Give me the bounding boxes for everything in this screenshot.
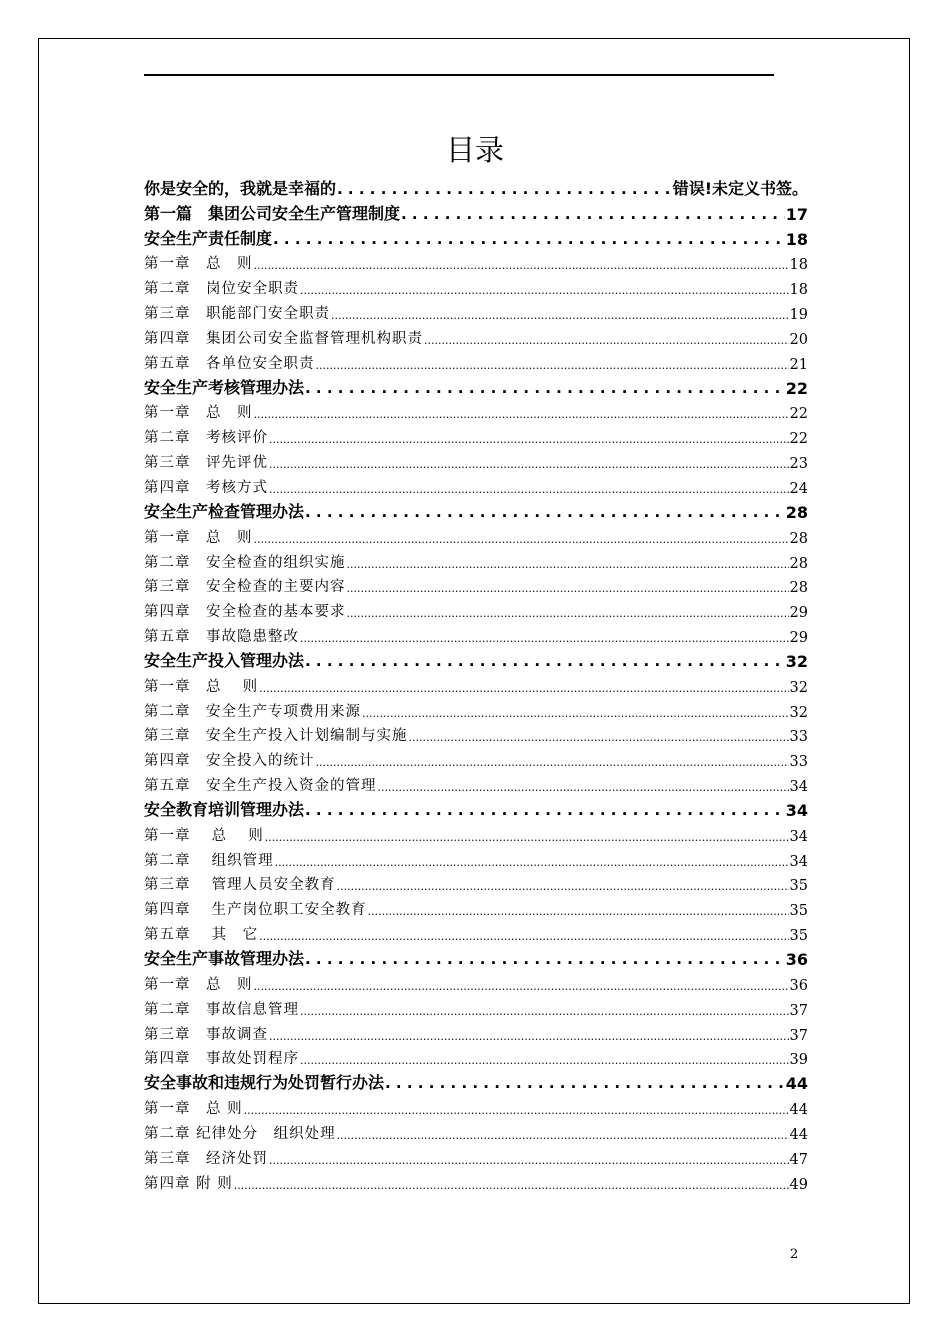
toc-page-number: 33 [789, 729, 808, 746]
toc-dot-leader [347, 554, 789, 572]
toc-page-number: 28 [789, 555, 808, 572]
toc-page-number: 32 [789, 679, 808, 696]
toc-page-number: 24 [789, 480, 808, 497]
toc-entry-title: 第二章 考核评价 [144, 430, 268, 447]
toc-dot-leader [337, 876, 789, 894]
toc-page-number: 22 [789, 431, 808, 448]
toc-section-entry[interactable] [144, 795, 808, 820]
toc-entry-title: 第一章 总 则 [144, 827, 264, 844]
toc-page-number: 34 [785, 800, 808, 820]
toc-page-number: 28 [789, 530, 808, 547]
toc-chapter-entry[interactable] [144, 696, 808, 721]
page-title: 目录 [445, 133, 504, 167]
toc-entry-title: 第三章 管理人员安全教育 [144, 877, 336, 894]
toc-page-number: 23 [789, 456, 808, 473]
toc-page-number: 47 [789, 1151, 808, 1168]
toc-dot-leader [269, 479, 789, 497]
toc-chapter-entry[interactable] [144, 1019, 808, 1044]
toc-entry-title: 第一章 总 则 [144, 529, 253, 546]
toc-chapter-entry[interactable] [144, 249, 808, 274]
toc-entry-title: 第四章 附 则 [144, 1175, 233, 1192]
toc-page-number: 35 [789, 878, 808, 895]
toc-chapter-entry[interactable] [144, 845, 808, 870]
toc-dot-leader [385, 1075, 785, 1093]
toc-page-number: 36 [785, 950, 808, 969]
toc-dot-leader [305, 653, 785, 671]
toc-entry-title: 安全教育培训管理办法 [144, 799, 305, 819]
toc-chapter-entry[interactable] [144, 721, 808, 746]
toc-page-number: 33 [789, 754, 808, 771]
toc-entry-title: 第三章 事故调查 [144, 1026, 268, 1043]
toc-entry-title: 安全事故和违规行为处罚暂行办法 [144, 1073, 385, 1093]
toc-dot-leader [368, 901, 789, 919]
toc-entry-title: 第一章 总 则 [144, 405, 253, 422]
toc-section-entry[interactable] [144, 646, 808, 671]
toc-page-number: 44 [789, 1102, 808, 1119]
toc-chapter-entry[interactable] [144, 572, 808, 597]
toc-page-number: 28 [789, 580, 808, 597]
toc-dot-leader [337, 1125, 789, 1143]
toc-entry-title: 安全生产事故管理办法 [144, 949, 305, 968]
toc-chapter-entry[interactable] [144, 298, 808, 323]
toc-page-number: 37 [789, 1002, 808, 1019]
toc-chapter-entry[interactable] [144, 671, 808, 696]
toc-entry-title: 第二章 纪律处分 组织处理 [144, 1125, 336, 1142]
toc-dot-leader [275, 852, 789, 870]
toc-dot-leader [316, 355, 789, 373]
toc-chapter-entry[interactable] [144, 994, 808, 1019]
toc-dot-leader [347, 578, 789, 596]
toc-chapter-entry[interactable] [144, 472, 808, 497]
toc-dot-leader [424, 330, 789, 348]
toc-section-entry[interactable] [144, 944, 808, 969]
toc-dot-leader [378, 777, 789, 795]
toc-entry-title: 第三章 评先评优 [144, 455, 268, 472]
toc-entry-title: 第一章 总 则 [144, 976, 253, 993]
toc-chapter-entry[interactable] [144, 1143, 808, 1168]
toc-dot-leader [305, 951, 785, 969]
toc-page-number: 34 [789, 828, 808, 845]
toc-entry-title: 第二章 组织管理 [144, 852, 274, 869]
toc-page-number: 37 [789, 1027, 808, 1044]
toc-page-number: 44 [785, 1074, 808, 1094]
toc-section-entry[interactable] [144, 224, 808, 249]
toc-chapter-entry[interactable] [144, 398, 808, 423]
toc-dot-leader [269, 1026, 789, 1044]
toc-entry-title: 第一章 总 则 [144, 1101, 243, 1118]
toc-page-number: 17 [785, 204, 808, 224]
toc-dot-leader [337, 181, 672, 199]
toc-page-number: 18 [785, 229, 808, 249]
toc-chapter-entry[interactable] [144, 820, 808, 845]
toc-page-number: 21 [789, 356, 808, 373]
toc-entry-title: 第三章 安全生产投入计划编制与实施 [144, 728, 408, 745]
toc-dot-leader [300, 628, 789, 646]
toc-entry-title: 第二章 安全检查的组织实施 [144, 554, 346, 571]
toc-page-number: 39 [789, 1052, 808, 1069]
toc-page-number: 32 [785, 651, 808, 671]
toc-page-number: 49 [789, 1176, 808, 1193]
toc-dot-leader [362, 703, 789, 721]
toc-dot-leader [234, 1175, 789, 1193]
toc-entry-title: 第四章 事故处罚程序 [144, 1051, 299, 1068]
toc-page-number: 错误!未定义书签。 [672, 178, 808, 198]
toc-dot-leader [305, 504, 785, 522]
toc-chapter-entry[interactable] [144, 1093, 808, 1118]
toc-entry-title: 第一篇 集团公司安全生产管理制度 [144, 203, 401, 223]
toc-chapter-entry[interactable] [144, 969, 808, 994]
toc-page-number: 35 [789, 903, 808, 920]
toc-dot-leader [305, 802, 785, 820]
toc-dot-leader [331, 305, 789, 323]
toc-page-number: 32 [789, 704, 808, 721]
toc-chapter-entry[interactable] [144, 1118, 808, 1143]
toc-chapter-entry[interactable] [144, 596, 808, 621]
toc-page-number: 18 [789, 282, 808, 299]
toc-dot-leader [300, 280, 789, 298]
toc-entry-title: 第五章 其 它 [144, 927, 259, 944]
toc-dot-leader [265, 827, 789, 845]
toc-entry-title: 第五章 事故隐患整改 [144, 629, 299, 646]
toc-entry-title: 第四章 考核方式 [144, 479, 268, 496]
toc-chapter-entry[interactable] [144, 447, 808, 472]
toc-entry-title: 第三章 职能部门安全职责 [144, 306, 330, 323]
toc-entry-title: 第二章 岗位安全职责 [144, 281, 299, 298]
toc-chapter-entry[interactable] [144, 745, 808, 770]
toc-page-number: 35 [789, 928, 808, 945]
toc-page-number: 22 [785, 378, 808, 398]
toc-entry-title: 第二章 安全生产专项费用来源 [144, 703, 361, 720]
toc-page-number: 22 [789, 406, 808, 423]
toc-dot-leader [316, 752, 789, 770]
toc-chapter-entry[interactable] [144, 547, 808, 572]
toc-dot-leader [401, 206, 785, 224]
toc-dot-leader [305, 380, 785, 398]
toc-dot-leader [259, 926, 788, 944]
toc-dot-leader [269, 1150, 789, 1168]
toc-section-entry[interactable] [144, 174, 808, 199]
toc-dot-leader [300, 1050, 789, 1068]
header-rule [144, 74, 774, 76]
toc-page-number: 44 [789, 1126, 808, 1143]
toc-page-number: 34 [789, 853, 808, 870]
toc-dot-leader [269, 454, 789, 472]
toc-page-number: 18 [789, 257, 808, 274]
toc-dot-leader [259, 678, 788, 696]
toc-entry-title: 第四章 生产岗位职工安全教育 [144, 902, 367, 919]
toc-chapter-entry[interactable] [144, 770, 808, 795]
toc-dot-leader [254, 404, 789, 422]
toc-dot-leader [269, 429, 789, 447]
toc-chapter-entry[interactable] [144, 348, 808, 373]
toc-section-entry[interactable] [144, 199, 808, 224]
toc-chapter-entry[interactable] [144, 621, 808, 646]
toc-page-number: 28 [785, 502, 808, 522]
toc-entry-title: 安全生产投入管理办法 [144, 650, 305, 670]
toc-page-number: 34 [789, 779, 808, 796]
page-number: 2 [790, 1247, 799, 1262]
toc-entry-title: 第一章 总 则 [144, 256, 253, 273]
toc-chapter-entry[interactable] [144, 422, 808, 447]
toc-dot-leader [244, 1100, 789, 1118]
toc-chapter-entry[interactable] [144, 894, 808, 919]
toc-dot-leader [273, 231, 785, 249]
toc-entry-title: 第四章 安全投入的统计 [144, 753, 315, 770]
toc-page-number: 19 [789, 307, 808, 324]
toc-dot-leader [347, 603, 789, 621]
toc-entry-title: 你是安全的，我就是幸福的 [144, 178, 337, 198]
toc-page-number: 36 [789, 977, 808, 994]
toc-chapter-entry[interactable] [144, 323, 808, 348]
toc-dot-leader [254, 255, 789, 273]
toc-chapter-entry[interactable] [144, 870, 808, 895]
toc-entry-title: 安全生产检查管理办法 [144, 501, 305, 521]
toc-dot-leader [409, 727, 789, 745]
toc-page-number: 29 [789, 605, 808, 622]
toc-chapter-entry[interactable] [144, 1168, 808, 1193]
toc-entry-title: 第五章 各单位安全职责 [144, 355, 315, 372]
toc-entry-title: 第四章 集团公司安全监督管理机构职责 [144, 330, 423, 347]
toc-chapter-entry[interactable] [144, 919, 808, 944]
toc-entry-title: 第四章 安全检查的基本要求 [144, 604, 346, 621]
toc-entry-title: 第一章 总 则 [144, 678, 259, 695]
toc-section-entry[interactable] [144, 1068, 808, 1093]
toc-entry-title: 安全生产责任制度 [144, 228, 273, 248]
table-of-contents [144, 174, 808, 1193]
toc-dot-leader [254, 976, 789, 994]
toc-chapter-entry[interactable] [144, 522, 808, 547]
toc-chapter-entry[interactable] [144, 1044, 808, 1069]
toc-section-entry[interactable] [144, 373, 808, 398]
toc-chapter-entry[interactable] [144, 273, 808, 298]
toc-dot-leader [300, 1001, 789, 1019]
toc-section-entry[interactable] [144, 497, 808, 522]
toc-entry-title: 第二章 事故信息管理 [144, 1001, 299, 1018]
toc-entry-title: 安全生产考核管理办法 [144, 377, 305, 397]
toc-entry-title: 第三章 经济处罚 [144, 1150, 268, 1167]
toc-entry-title: 第三章 安全检查的主要内容 [144, 579, 346, 596]
toc-page-number: 29 [789, 630, 808, 647]
toc-dot-leader [254, 529, 789, 547]
toc-page-number: 20 [789, 331, 808, 348]
toc-entry-title: 第五章 安全生产投入资金的管理 [144, 778, 377, 795]
